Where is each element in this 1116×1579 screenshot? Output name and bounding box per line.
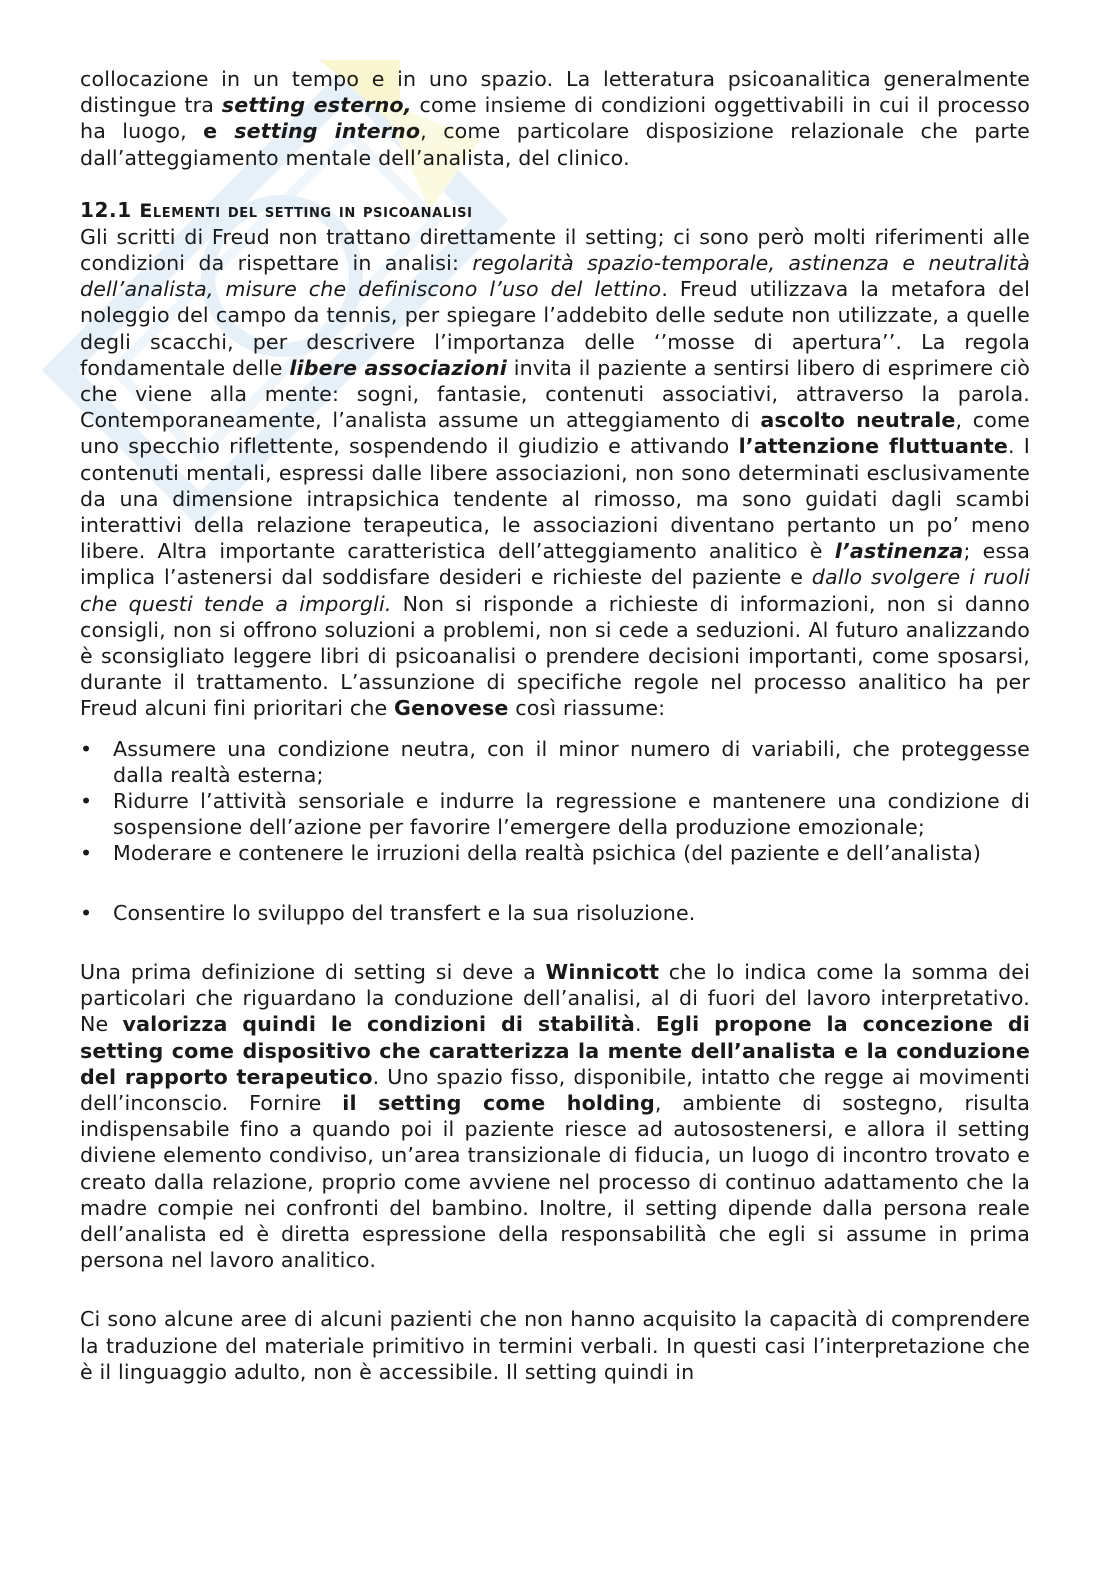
italic-text: regolarità spazio-temporale, astinenza e neutralità dell’analista, misure che definiscono l’uso del lettino <box>80 251 1030 302</box>
term-libere-associazioni: libere associazioni <box>289 355 507 380</box>
freud-paragraph <box>80 224 1030 722</box>
closing-paragraph <box>80 1306 1030 1385</box>
term-attenzione-fluttuante: l’attenzione fluttuante <box>738 434 1008 459</box>
list-item: • Assumere una condizione neutra, con il minor numero di variabili, che proteggesse dalla realtà esterna; <box>80 736 1030 788</box>
bullet-list <box>80 736 1030 926</box>
text: . <box>634 1012 656 1037</box>
text: . I contenuti mentali, espressi dalle libere associazioni, non sono determinati esclusivamente da una dimensione intrapsichica tendente al rimosso, ma sono guidati dagli scambi interattivi della relazione terapeutica, le associazioni diventano pertanto un po’ meno libere. Altra importante caratteristica dell’atteggiamento analitico è <box>80 434 1030 564</box>
name-winnicott: Winnicott <box>545 959 660 984</box>
bold-text: Egli propone la concezione di setting come dispositivo che caratterizza la mente dell’analista e la conduzione del rapporto terapeutico <box>80 1012 1030 1089</box>
text: che lo indica come la somma dei particolari che riguardano la conduzione dell’analisi, al di fuori del lavoro interpretativo. Ne <box>80 959 1030 1037</box>
italic-text: dallo svolgere i ruoli che questi tende a imporgli. <box>80 565 1030 616</box>
bold-text: valorizza quindi le condizioni di stabilità <box>122 1012 635 1037</box>
name-genovese: Genovese <box>394 696 509 721</box>
list-item: • Moderare e contenere le irruzioni della realtà psichica (del paziente e dell’analista) <box>80 840 1030 866</box>
document-page <box>80 66 1030 1385</box>
term-setting-esterno: setting esterno, <box>221 93 412 118</box>
list-item: • Consentire lo sviluppo del transfert e la sua risoluzione. <box>80 900 1030 926</box>
intro-text: come insieme di condizioni oggettivabili in cui il processo ha luogo, <box>80 93 1030 144</box>
text: così riassume: <box>508 696 666 721</box>
intro-text: collocazione in un tempo e in uno spazio. La letteratura psicoanalitica generalmente distingue tra <box>80 67 1030 118</box>
term-ascolto-neutrale: ascolto neutrale <box>760 408 956 433</box>
text: , ambiente di sostegno, risulta indispensabile fino a quando poi il paziente riesce ad autosostenersi, e allora il setting diviene elemento condiviso, un’area transizionale di fiducia, un luogo di incontro trovato e creato dalla relazione, proprio come avviene nel processo di continuo adattamento che la madre compie nei confronti del bambino. Inoltre, il setting dipende dalla persona reale dell’analista ed è diretta espressione della responsabilità che egli si assume in prima persona nel lavoro analitico. <box>80 1090 1030 1273</box>
section-title: Elementi del setting in psicoanalisi <box>139 199 473 222</box>
section-heading <box>80 197 1030 224</box>
text: Non si risponde a richieste di informazioni, non si danno consigli, non si offrono soluzioni a problemi, non si cede a seduzioni. Al futuro analizzando è sconsigliato leggere libri di psicoanalisi o prendere decisioni importanti, come sposarsi, durante il trattamento. L’assunzione di specifiche regole nel processo analitico ha per Freud alcuni fini prioritari che <box>80 591 1030 721</box>
text: , come uno specchio riflettente, sospendendo il giudizio e attivando <box>80 408 1030 459</box>
intro-connector: e <box>203 119 235 144</box>
text: ; essa implica l’astenersi dal soddisfare desideri e richieste del paziente e <box>80 539 1031 590</box>
text: Gli scritti di Freud non trattano direttamente il setting; ci sono però molti riferimenti alle condizioni da rispettare in analisi: <box>80 224 1030 276</box>
text: . Freud utilizzava la metafora del noleggio del campo da tennis, per spiegare l’addebito delle sedute non utilizzate, a quelle degli scacchi, per descrivere l’importanza delle ‘’mosse di apertura’’. La regola fondamentale delle <box>80 277 1030 380</box>
text: Ci sono alcune aree di alcuni pazienti che non hanno acquisito la capacità di comprendere la traduzione del materiale primitivo in termini verbali. In questi casi l’interpretazione che è il linguaggio adulto, non è accessibile. Il setting quindi in <box>80 1307 1030 1384</box>
list-item: • Ridurre l’attività sensoriale e indurre la regressione e mantenere una condizione di sospensione dell’azione per favorire l’emergere della produzione emozionale; <box>80 788 1030 840</box>
intro-text: , come particolare disposizione relazionale che parte dall’atteggiamento mentale dell’analista, del clinico. <box>80 119 1030 170</box>
text: invita il paziente a sentirsi libero di esprimere ciò che viene alla mente: sogni, fantasie, contenuti associativi, attraverso la parola. Contemporaneamente, l’analista assume un atteggiamento di <box>80 355 1030 433</box>
term-astinenza: l’astinenza <box>834 539 964 564</box>
term-holding: il setting come holding <box>342 1090 655 1115</box>
text: Una prima definizione di setting si deve a <box>80 959 546 984</box>
term-setting-interno: setting interno <box>234 119 421 144</box>
winnicott-paragraph <box>80 959 1030 1273</box>
text: . Uno spazio fisso, disponibile, intatto che regge ai movimenti dell’inconscio. Fornire <box>80 1064 1030 1115</box>
intro-paragraph <box>80 66 1030 171</box>
section-number: 12.1 <box>80 197 140 222</box>
